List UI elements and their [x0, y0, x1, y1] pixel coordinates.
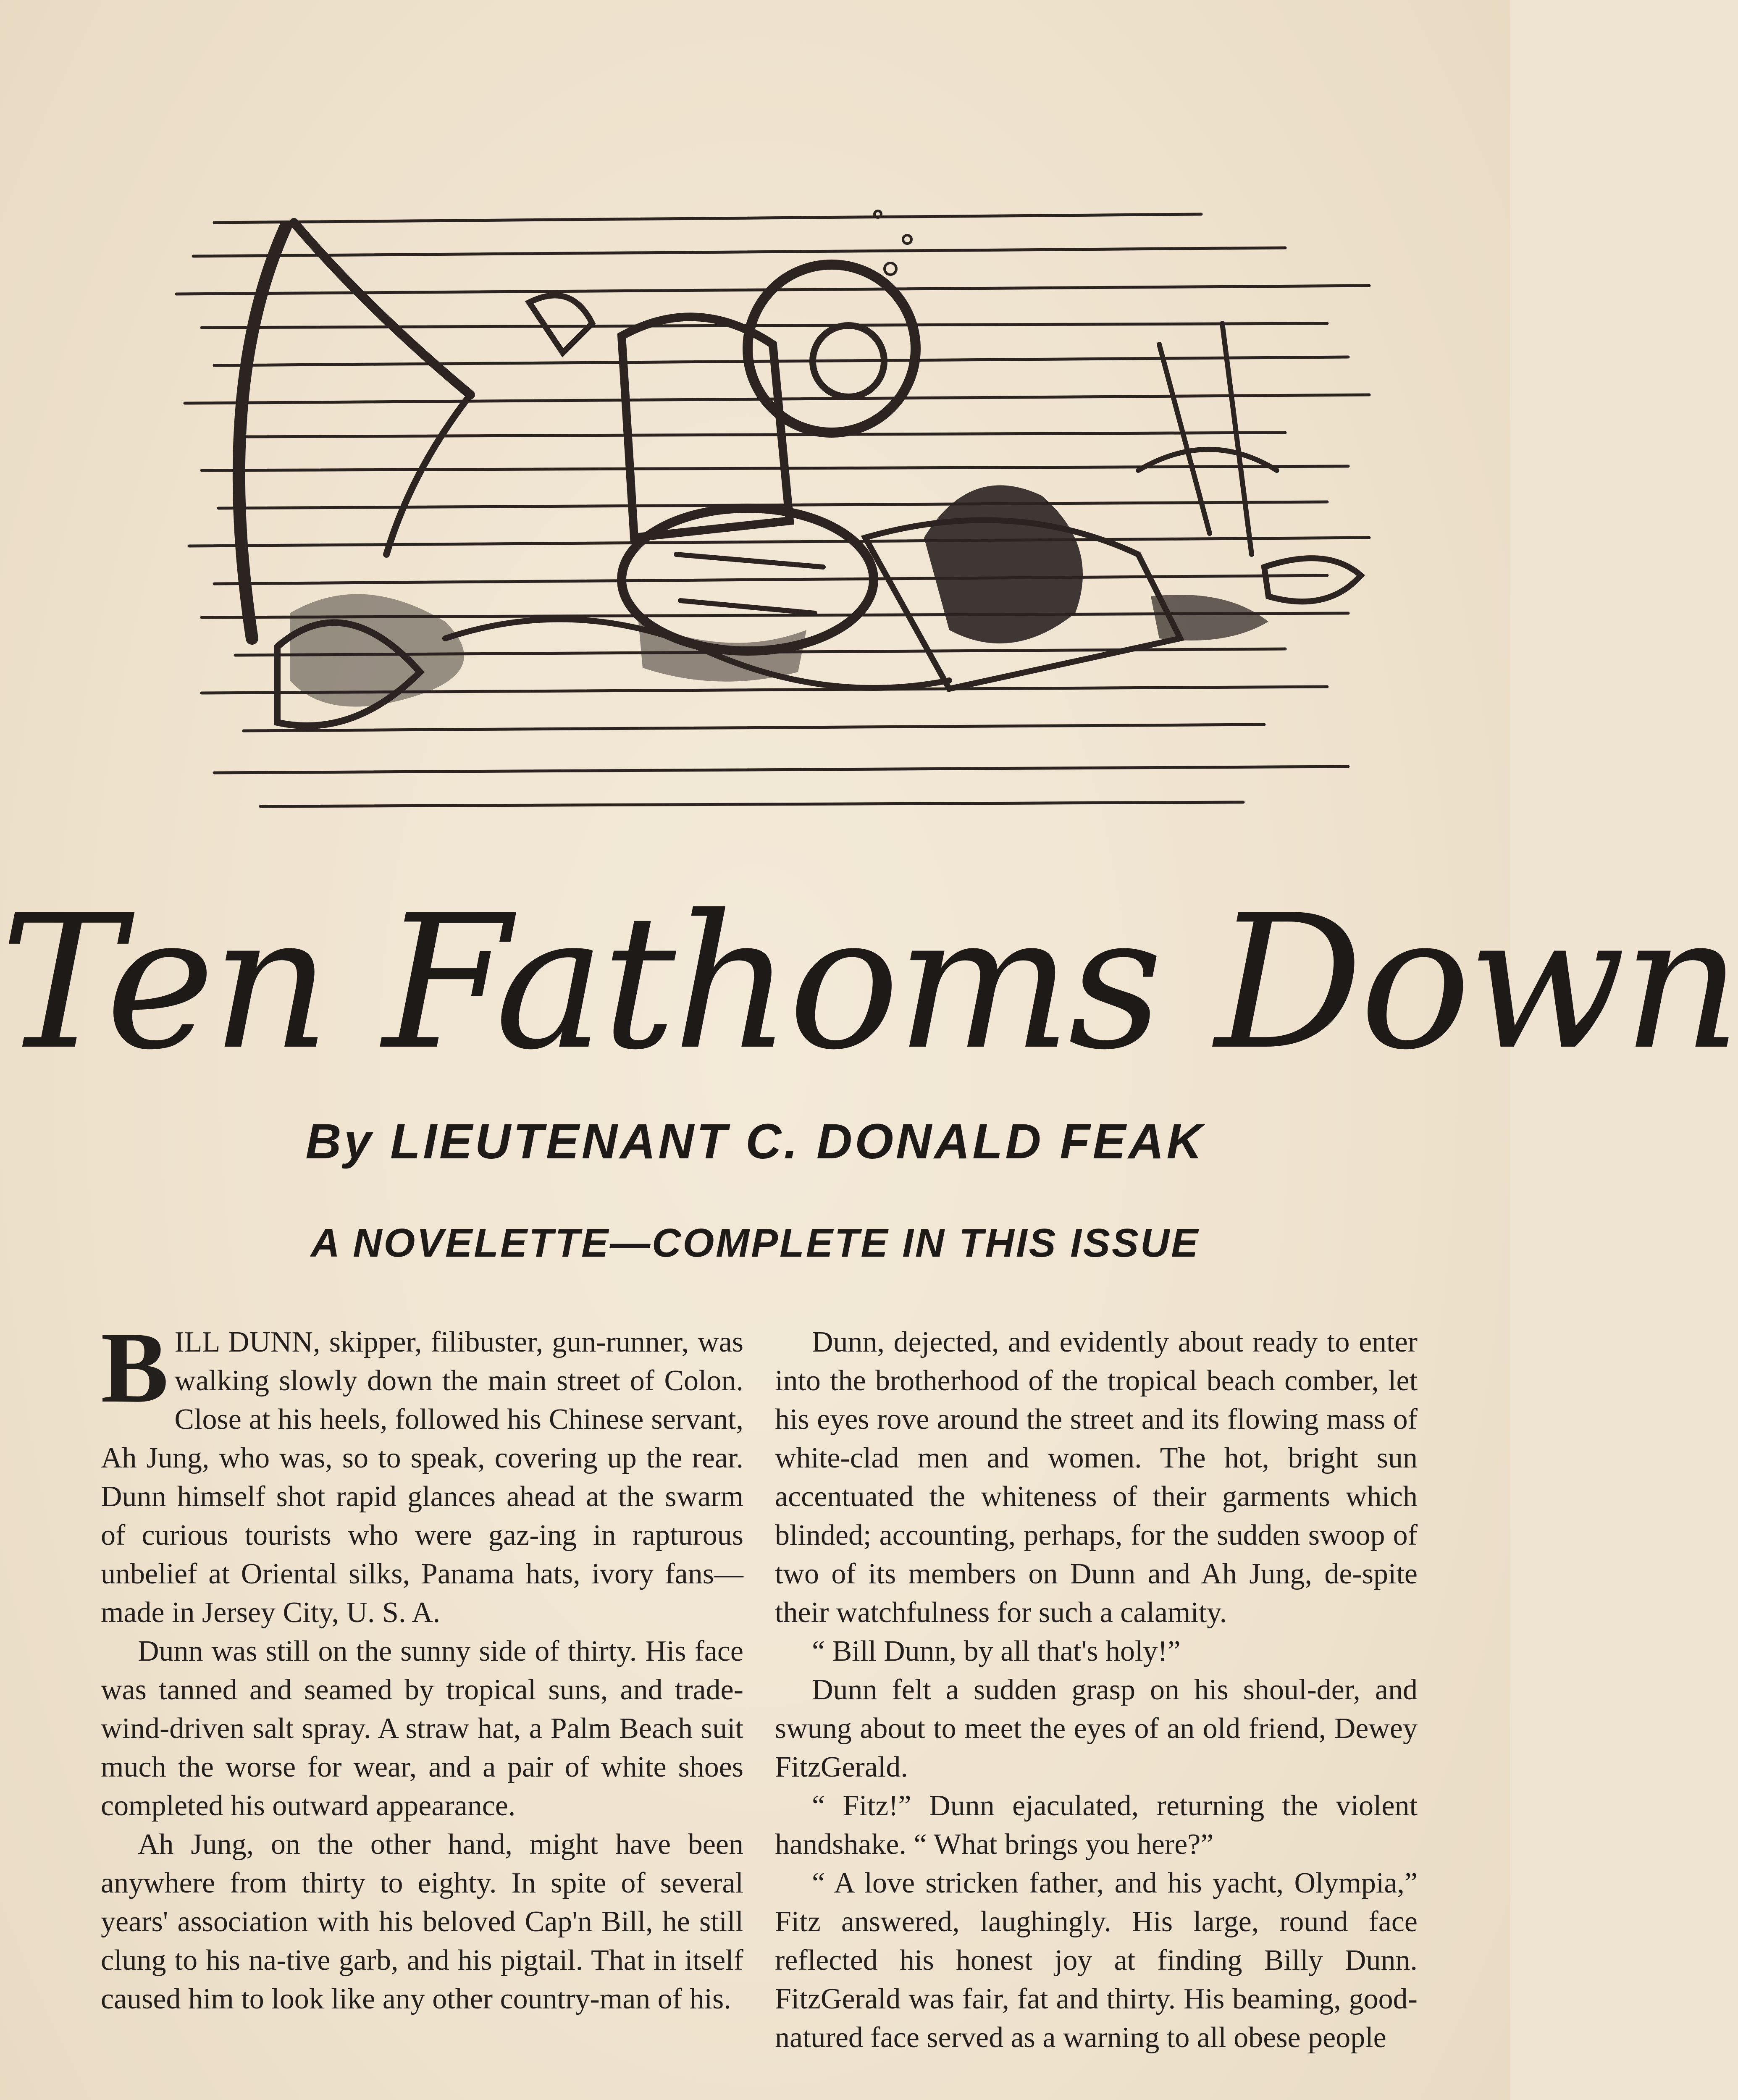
diver-underwater-illustration — [151, 176, 1394, 832]
paragraph: “ Fitz!” Dunn ejaculated, returning the violent handshake. “ What brings you here?” — [775, 1790, 1418, 1861]
paragraph: Ah Jung, on the other hand, might have been anywhere from thirty to eighty. In spite of several years' association with his beloved Cap'n Bill, he still clung to his na-tive garb, and his pigtail. That in itself caused him to look like any other country-man of his. — [101, 1828, 743, 2015]
paragraph: “ Bill Dunn, by all that's holy!” — [812, 1635, 1181, 1667]
drop-cap: B — [101, 1311, 169, 1424]
article-title: Ten Fathoms Down — [0, 875, 1738, 1090]
paragraph-text: ILL DUNN, skipper, filibuster, gun-runner, was walking slowly down the main street of Colon. Close at his heels, followed his Chinese servant, Ah Jung, who was, so to speak, covering up the rear. Dunn himself shot rapid glances ahead at the swarm of curious tourists who were gaz-ing in rapturous unbelief at Oriental silks, Panama hats, ivory fans—made in Jersey City, U. S. A. — [101, 1326, 743, 1629]
article-subtitle: A NOVELETTE—COMPLETE IN THIS ISSUE — [310, 1221, 1200, 1265]
author-byline: By LIEUTENANT C. DONALD FEAK — [305, 1114, 1205, 1169]
paragraph: Dunn was still on the sunny side of thirty. His face was tanned and seamed by tropical suns, and trade-wind-driven salt spray. A straw hat, a Palm Beach suit much the worse for wear, and a pair of white shoes completed his outward appearance. — [101, 1635, 743, 1822]
text-column-right — [775, 1323, 1418, 2100]
text-column-left — [101, 1311, 743, 2100]
paragraph: Dunn, dejected, and evidently about ready to enter into the brotherhood of the tropical beach comber, let his eyes rove around the street and its flowing mass of white-clad men and women. The hot, bright sun accentuated the whiteness of their garments which blinded; accounting, perhaps, for the sudden swoop of two of its members on Dunn and Ah Jung, de-spite their watchfulness for such a calamity. — [775, 1326, 1418, 1629]
paragraph: “ A love stricken father, and his yacht, Olympia,” Fitz answered, laughingly. His large, round face reflected his honest joy at finding Billy Dunn. FitzGerald was fair, fat and thirty. His beaming, good-natured face served as a warning to all obese people — [775, 1867, 1418, 2054]
paragraph: Dunn felt a sudden grasp on his shoul-der, and swung about to meet the eyes of an old friend, Dewey FitzGerald. — [775, 1674, 1418, 1783]
paragraph — [101, 1311, 743, 1632]
